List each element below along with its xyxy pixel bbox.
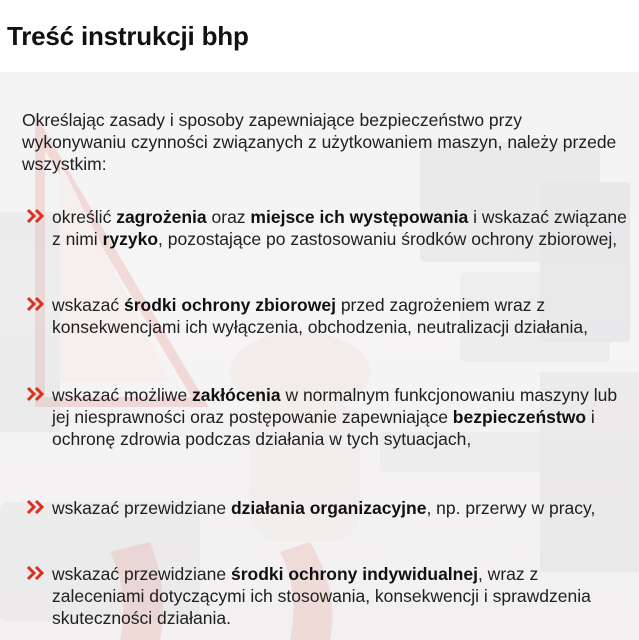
list-item [26,497,632,519]
text-segment: określić [52,207,117,227]
double-chevron-right-icon [26,499,48,515]
double-chevron-right-icon [26,296,48,312]
text-segment: wskazać [52,295,124,315]
list-item-text [52,294,632,338]
bold-term: ryzyko [102,229,159,249]
bold-term: zagrożenia [116,207,207,227]
text-segment: i wskazać związane z nimi [52,207,627,249]
list-item-text [52,206,632,250]
double-chevron-right-icon [26,386,48,402]
list-item-text [52,384,632,450]
list-item [26,563,632,629]
list-item [26,384,632,450]
text-segment: , np. przerwy w pracy, [426,498,596,518]
text-segment: , pozostające po zastosowaniu środków ochrony zbiorowej, [158,229,618,249]
list-item-text [52,563,632,629]
bold-term: miejsce ich występowania [250,207,469,227]
intro-paragraph: Określając zasady i sposoby zapewniające bezpieczeństwo przy wykonywaniu czynności związanych z użytkowaniem maszyn, należy przede wszystkim: [22,110,617,174]
text-segment: , wraz z zaleceniami dotyczącymi ich stosowania, konsekwencji i sprawdzenia skuteczności działania. [52,564,591,628]
text-segment: wskazać przewidziane [52,564,231,584]
bold-term: środki ochrony indywidualnej [230,564,478,584]
bold-term: bezpieczeństwo [452,407,587,427]
double-chevron-right-icon [26,565,48,581]
text-segment: przed zagrożeniem wraz z konsekwencjami ich wyłączenia, obchodzenia, neutralizacji działania, [52,295,588,337]
bold-term: środki ochrony zbiorowej [123,295,336,315]
list-item [26,206,632,250]
text-segment: w normalnym funkcjonowaniu maszyny lub jej niesprawności oraz postępowanie zapewniające [52,385,618,427]
text-segment: oraz [206,207,251,227]
bold-term: działania organizacyjne [230,498,427,518]
text-segment: wskazać możliwe [52,385,193,405]
bold-term: zakłócenia [192,385,281,405]
page-title: Treść instrukcji bhp [7,21,249,52]
text-segment: i ochronę zdrowia podczas działania w tych sytuacjach, [52,407,595,449]
double-chevron-right-icon [26,208,48,224]
list-item-text [52,497,632,519]
list-item [26,294,632,338]
text-segment: wskazać przewidziane [52,498,231,518]
